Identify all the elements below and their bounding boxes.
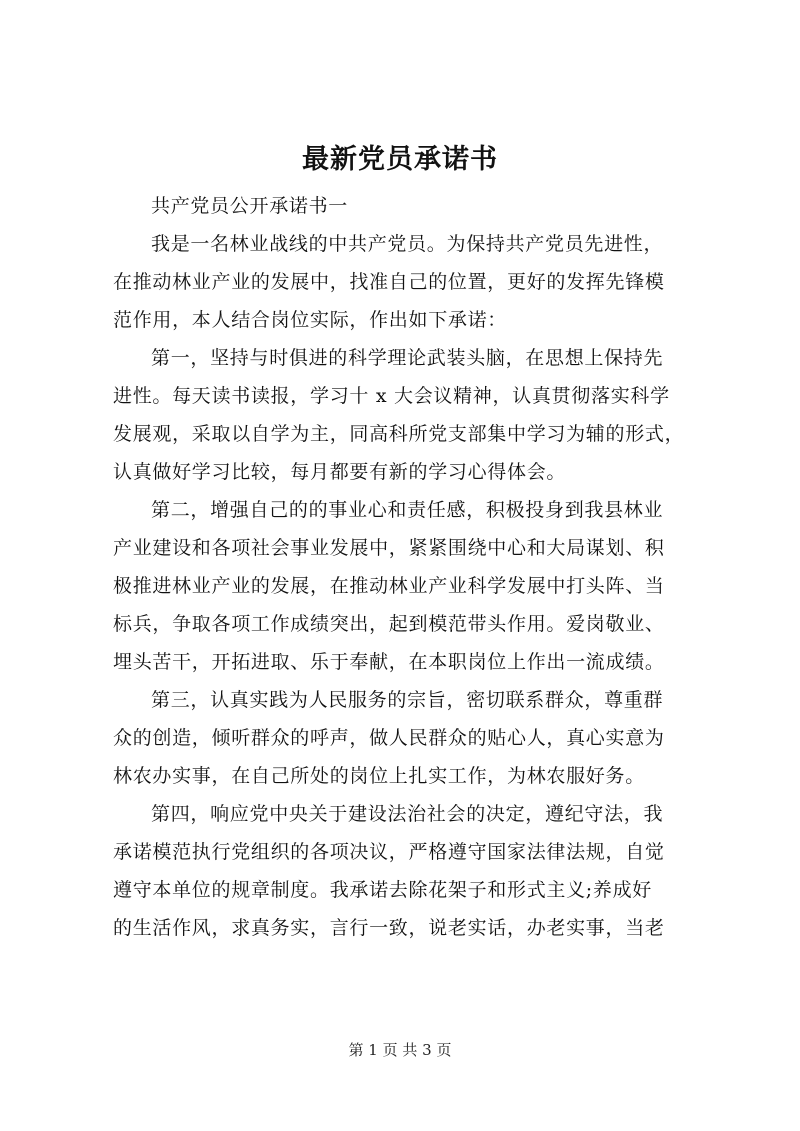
- paragraph-line: 产业建设和各项社会事业发展中，紧紧围绕中心和大局谋划、积: [113, 537, 665, 559]
- paragraph-line: 第一，坚持与时俱进的科学理论武装头脑，在思想上保持先: [151, 347, 664, 369]
- paragraph-line: 林农办实事，在自己所处的岗位上扎实工作，为林农服好务。: [113, 765, 645, 787]
- paragraph-line: 认真做好学习比较，每月都要有新的学习心得体会。: [113, 461, 567, 483]
- paragraph-line: 发展观，采取以自学为主，同高科所党支部集中学习为辅的形式，: [113, 423, 685, 445]
- paragraph-line: 承诺模范执行党组织的各项决议，严格遵守国家法律法规，自觉: [113, 841, 665, 863]
- document-title: 最新党员承诺书: [302, 144, 498, 175]
- paragraph-line: 第三，认真实践为人民服务的宗旨，密切联系群众，尊重群: [151, 689, 664, 711]
- subtitle-line: 共产党员公开承诺书一: [151, 195, 349, 217]
- paragraph-line: 进性。每天读书读报，学习十 x 大会议精神，认真贯彻落实科学: [113, 385, 670, 407]
- paragraph-line: 极推进林业产业的发展，在推动林业产业科学发展中打头阵、当: [113, 575, 665, 597]
- paragraph-line: 标兵，争取各项工作成绩突出，起到模范带头作用。爱岗敬业、: [113, 613, 665, 635]
- paragraph-line: 在推动林业产业的发展中，找准自己的位置，更好的发挥先锋模: [113, 271, 665, 293]
- paragraph-line: 的生活作风，求真务实，言行一致，说老实话，办老实事，当老: [113, 917, 665, 939]
- document-body: [113, 187, 713, 947]
- paragraph-line: 遵守本单位的规章制度。我承诺去除花架子和形式主义;养成好: [113, 879, 653, 901]
- paragraph-line: 第二，增强自己的的事业心和责任感，积极投身到我县林业: [151, 499, 664, 521]
- paragraph-line: 众的创造，倾听群众的呼声，做人民群众的贴心人，真心实意为: [113, 727, 665, 749]
- page-footer: 第 1 页 共 3 页: [348, 1041, 452, 1059]
- paragraph-line: 范作用，本人结合岗位实际，作出如下承诺：: [113, 309, 508, 331]
- paragraph-line: 我是一名林业战线的中共产党员。为保持共产党员先进性，: [151, 233, 664, 255]
- paragraph-line: 埋头苦干，开拓进取、乐于奉献，在本职岗位上作出一流成绩。: [113, 651, 665, 673]
- paragraph-line: 第四，响应党中央关于建设法治社会的决定，遵纪守法，我: [151, 803, 664, 825]
